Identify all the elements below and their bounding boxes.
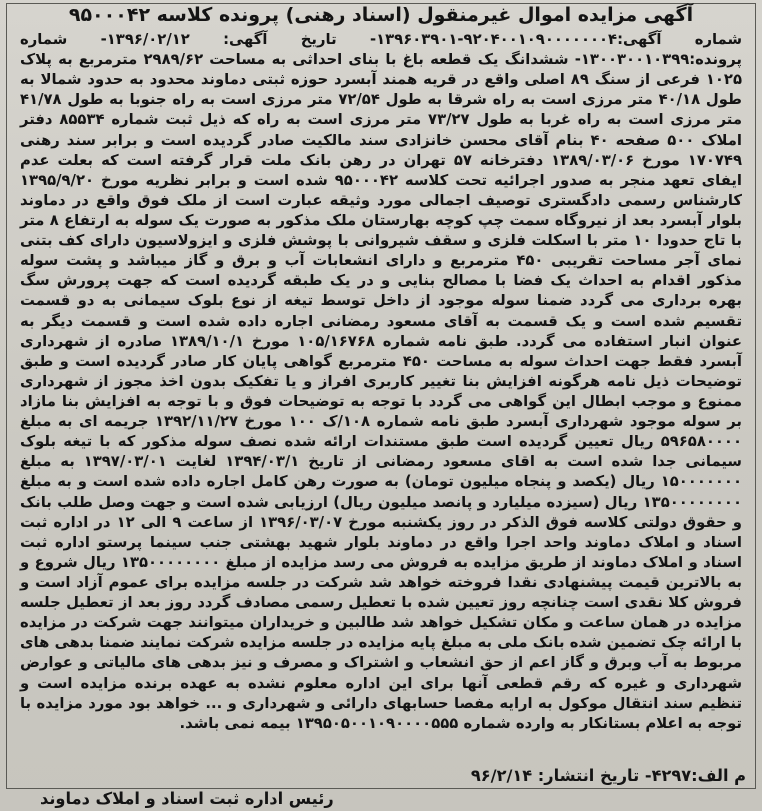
notice-title: آگهی مزایده اموال غیرمنقول (اسناد رهنی) پرونده کلاسه ۹۵۰۰۰۴۲ bbox=[68, 4, 694, 26]
notice-reference-and-date: م الف:۴۲۹۷- تاریخ انتشار: ۹۶/۲/۱۴ bbox=[470, 766, 746, 785]
issuer-signature: رئیس اداره ثبت اسناد و املاک دماوند bbox=[40, 789, 334, 808]
notice-body-text: شماره آگهی:۹۲۰۴۰۰۱۰۹۰۰۰۰۰۰۰۴-۱۳۹۶۰۳۹۰۱- تاریخ آگهی: ۱۳۹۶/۰۲/۱۲- شماره پرونده:۱۳۰۰۳۰۰۱۰۳۹۹- ششدانگ یک قطعه باغ با بنای احداثی به مساحت ۲۹۸۹/۶۲ مترمربع به پلاک ۱۰۲۵ فرعی از سنگ ۸۹ اصلی واقع در قریه همند آبسرد حوزه ثبتی دماوند محدود به حدود شمالا به طول ۴۰/۱۸ متر مرزی است به راه شرقا به طول ۷۲/۵۴ متر مرزی است به راه جنوبا به طول ۴۱/۷۸ متر مرزی است به راه غربا به طول ۷۳/۲۷ متر مرزی است به راه که ذیل ثبت شماره ۸۵۵۳۴ دفتر املاک ۵۰۰ صفحه ۴۰ بنام آقای محسن خانزادی سند مالکیت صادر گردیده است و برابر سند رهنی ۱۷۰۷۴۹ مورخ ۱۳۸۹/۰۳/۰۶ دفترخانه ۵۷ تهران در رهن بانک ملت قرار گرفته است که بعلت عدم ایفای تعهد منجر به صدور اجرائیه تحت کلاسه ۹۵۰۰۰۴۲ شده است و برابر نظریه مورخ ۱۳۹۵/۹/۲۰ کارشناس رسمی دادگستری توصیف اجمالی مورد وثیقه عبارت است از ملک فوق واقع در دماوند بلوار آبسرد بعد از نیروگاه سمت چپ کوچه بهارستان ملک مذکور به صورت یک سوله به ارتفاع ۸ متر با تاج حدودا ۱۰ متر با اسکلت فلزی و سقف شیروانی با پوشش فلزی و ایزولاسیون دارای کف بتنی نمای آجر مساحت تقریبی ۴۵۰ مترمربع و دارای انشعابات آب و برق و گاز میباشد و پشت سوله مذکور اقدام به احداث یک فضا با مصالح بنایی و در یک طبقه گردیده است که جهت پرورش سگ بهره برداری می گردد ضمنا سوله موجود از داخل توسط تیغه از نوع بلوک سیمانی به دو قسمت تقسیم شده است و یک قسمت به آقای مسعود رمضانی اجاره داده شده است و قسمت دیگر به عنوان انبار استفاده می گردد. طبق نامه شماره ۱۰۵/۱۶۷۶۸ مورخ ۱۳۸۹/۱۰/۱ صادره از شهرداری آبسرد فقط جهت احداث سوله به مساحت ۴۵۰ مترمربع گواهی پایان کار صادر گردیده است و طبق توضیحات ذیل نامه هرگونه افزایش بنا تغییر کاربری افراز و یا تفکیک بدون اخذ مجوز از شهرداری ممنوع و موجب ابطال این گواهی می گردد با توجه به توضیحات فوق و با توجه به افزایش بنا مازاد بر سوله موجود شهرداری آبسرد طبق نامه شماره ۱۰۸/ک ۱۰۰ مورخ ۱۳۹۲/۱۱/۲۷ جریمه ای به مبلغ ۵۹۶۵۸۰۰۰۰ ریال تعیین گردیده است طبق مستندات ارائه شده نصف سوله مذکور که با تیغه بلوک سیمانی جدا شده است به اقای مسعود رمضانی از تاریخ ۱۳۹۴/۰۳/۱ لغایت ۱۳۹۷/۰۳/۰۱ به مبلغ ۱۵۰۰۰۰۰۰۰ ریال (یکصد و پنجاه میلیون تومان) به صورت رهن کامل اجاره داده شده است و به مبلغ ۱۳۵۰۰۰۰۰۰۰۰ ریال (سیزده میلیارد و پانصد میلیون ریال) ارزیابی شده است و جهت وصل طلب بانک و حقوق دولتی کلاسه فوق الذکر در روز یکشنبه مورخ ۱۳۹۶/۰۳/۰۷ از ساعت ۹ الی ۱۲ در اداره ثبت اسناد و املاک دماوند واحد اجرا واقع در دماوند بلوار شهید بهشتی جنب سینما پرستو اداره ثبت اسناد و املاک دماوند از طریق مزایده به فروش می رسد مزایده از مبلغ ۱۳۵۰۰۰۰۰۰۰۰ ریال شروع و به بالاترین قیمت پیشنهادی نقدا فروخته خواهد شد شرکت در جلسه مزایده برای عموم آزاد است و فروش کلا نقدی است چنانچه روز تعیین شده با تعطیل رسمی مصادف گردد روز بعد از تعطیل جلسه مزایده در همان ساعت و مکان تشکیل خواهد شد طالبین و خریداران میتوانند جهت شرکت در مزایده با ارائه چک تضمین شده بانک ملی به مبلغ پایه مزایده در جلسه مزایده شرکت نمایند ضمنا بدهی های مربوط به آب وبرق و گاز اعم از حق انشعاب و اشتراک و مصرف و نیز بدهی های مالیاتی و عوارض شهرداری و غیره که رقم قطعی آنها برای این اداره معلوم نشده به عهده برنده مزایده است و تنظیم سند انتقال موکول به ارایه مفصا حسابهای دارائی و شهرداری و ... خواهد بود مورد مزایده با توجه به اعلام بستانکار به وارده شماره ۱۳۹۵۰۵۰۰۱۰۹۰۰۰۰۵۵۵ بیمه نمی باشد. bbox=[20, 31, 743, 732]
notice-body bbox=[20, 30, 742, 734]
